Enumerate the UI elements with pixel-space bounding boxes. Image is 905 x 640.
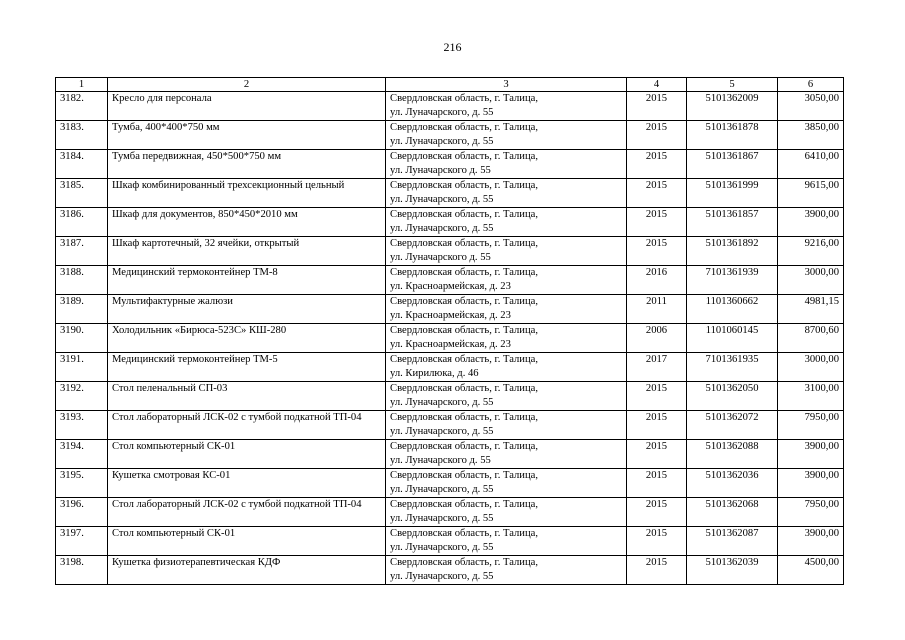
- item-address: [386, 266, 627, 295]
- column-header: 4: [627, 78, 687, 92]
- table-row: [56, 440, 844, 469]
- item-address: [386, 324, 627, 353]
- table-row: [56, 498, 844, 527]
- column-header: 1: [56, 78, 108, 92]
- address-line: Свердловская область, г. Талица,: [390, 325, 538, 336]
- address-line: Свердловская область, г. Талица,: [390, 557, 538, 568]
- item-name: Мультифактурные жалюзи: [108, 295, 386, 324]
- address-line: ул. Луначарского, д. 55: [390, 107, 494, 118]
- item-address: [386, 556, 627, 585]
- address-line: ул. Кирилюка, д. 46: [390, 368, 479, 379]
- table-row: [56, 208, 844, 237]
- address-line: ул. Луначарского, д. 55: [390, 542, 494, 553]
- row-number: 3189.: [56, 295, 108, 324]
- row-number: 3188.: [56, 266, 108, 295]
- row-number: 3197.: [56, 527, 108, 556]
- inventory-code: 7101361935: [687, 353, 778, 382]
- row-number: 3190.: [56, 324, 108, 353]
- address-line: ул. Красноармейская, д. 23: [390, 339, 511, 350]
- table-row: [56, 382, 844, 411]
- address-line: ул. Луначарского, д. 55: [390, 571, 494, 582]
- item-year: 2015: [627, 556, 687, 585]
- address-line: ул. Луначарского, д. 55: [390, 484, 494, 495]
- item-year: 2015: [627, 527, 687, 556]
- address-line: Свердловская область, г. Талица,: [390, 412, 538, 423]
- item-year: 2015: [627, 150, 687, 179]
- table-row: [56, 237, 844, 266]
- table-row: [56, 469, 844, 498]
- item-price: 7950,00: [778, 411, 844, 440]
- address-line: Свердловская область, г. Талица,: [390, 122, 538, 133]
- item-name: Шкаф картотечный, 32 ячейки, открытый: [108, 237, 386, 266]
- table-row: [56, 150, 844, 179]
- inventory-code: 5101362087: [687, 527, 778, 556]
- item-address: [386, 179, 627, 208]
- inventory-code: 7101361939: [687, 266, 778, 295]
- item-name: Тумба, 400*400*750 мм: [108, 121, 386, 150]
- inventory-code: 5101362039: [687, 556, 778, 585]
- item-price: 9615,00: [778, 179, 844, 208]
- column-header: 3: [386, 78, 627, 92]
- table-row: [56, 295, 844, 324]
- address-line: Свердловская область, г. Талица,: [390, 296, 538, 307]
- inventory-code: 5101361878: [687, 121, 778, 150]
- inventory-code: 5101362009: [687, 92, 778, 121]
- table-row: [56, 353, 844, 382]
- item-year: 2015: [627, 382, 687, 411]
- address-line: Свердловская область, г. Талица,: [390, 267, 538, 278]
- item-year: 2015: [627, 498, 687, 527]
- item-address: [386, 92, 627, 121]
- row-number: 3191.: [56, 353, 108, 382]
- item-address: [386, 295, 627, 324]
- item-price: 3000,00: [778, 266, 844, 295]
- row-number: 3183.: [56, 121, 108, 150]
- address-line: ул. Луначарского, д. 55: [390, 426, 494, 437]
- row-number: 3185.: [56, 179, 108, 208]
- row-number: 3186.: [56, 208, 108, 237]
- inventory-code: 1101060145: [687, 324, 778, 353]
- address-line: ул. Луначарского, д. 55: [390, 194, 494, 205]
- row-number: 3196.: [56, 498, 108, 527]
- row-number: 3194.: [56, 440, 108, 469]
- address-line: Свердловская область, г. Талица,: [390, 180, 538, 191]
- item-address: [386, 498, 627, 527]
- inventory-code: 5101361999: [687, 179, 778, 208]
- row-number: 3187.: [56, 237, 108, 266]
- inventory-table: [55, 77, 844, 585]
- item-price: 4981,15: [778, 295, 844, 324]
- item-price: 3900,00: [778, 469, 844, 498]
- item-address: [386, 150, 627, 179]
- inventory-code: 5101361892: [687, 237, 778, 266]
- item-address: [386, 121, 627, 150]
- item-name: Медицинский термоконтейнер ТМ-8: [108, 266, 386, 295]
- item-address: [386, 411, 627, 440]
- item-year: 2017: [627, 353, 687, 382]
- address-line: ул. Красноармейская, д. 23: [390, 310, 511, 321]
- item-name: Стол лабораторный ЛСК-02 с тумбой подкатной ТП-04: [108, 498, 386, 527]
- header-row: [56, 78, 844, 92]
- item-year: 2015: [627, 237, 687, 266]
- item-year: 2016: [627, 266, 687, 295]
- row-number: 3193.: [56, 411, 108, 440]
- item-price: 9216,00: [778, 237, 844, 266]
- item-price: 3900,00: [778, 527, 844, 556]
- item-year: 2015: [627, 208, 687, 237]
- address-line: ул. Красноармейская, д. 23: [390, 281, 511, 292]
- item-name: Стол компьютерный СК-01: [108, 440, 386, 469]
- table-row: [56, 411, 844, 440]
- item-year: 2015: [627, 440, 687, 469]
- item-name: Кушетка смотровая КС-01: [108, 469, 386, 498]
- address-line: Свердловская область, г. Талица,: [390, 499, 538, 510]
- row-number: 3184.: [56, 150, 108, 179]
- item-year: 2015: [627, 469, 687, 498]
- item-name: Стол компьютерный СК-01: [108, 527, 386, 556]
- item-name: Холодильник «Бирюса-523С» КШ-280: [108, 324, 386, 353]
- address-line: ул. Луначарского, д. 55: [390, 223, 494, 234]
- item-address: [386, 237, 627, 266]
- item-address: [386, 382, 627, 411]
- address-line: Свердловская область, г. Талица,: [390, 209, 538, 220]
- address-line: Свердловская область, г. Талица,: [390, 470, 538, 481]
- address-line: Свердловская область, г. Талица,: [390, 528, 538, 539]
- inventory-code: 1101360662: [687, 295, 778, 324]
- inventory-code: 5101362036: [687, 469, 778, 498]
- item-name: Шкаф для документов, 850*450*2010 мм: [108, 208, 386, 237]
- item-name: Шкаф комбинированный трехсекционный цельный: [108, 179, 386, 208]
- column-header: 6: [778, 78, 844, 92]
- item-address: [386, 440, 627, 469]
- item-price: 3100,00: [778, 382, 844, 411]
- table-row: [56, 527, 844, 556]
- item-price: 7950,00: [778, 498, 844, 527]
- address-line: ул. Луначарского д. 55: [390, 252, 491, 263]
- item-year: 2015: [627, 411, 687, 440]
- item-year: 2015: [627, 121, 687, 150]
- table-row: [56, 324, 844, 353]
- item-name: Стол лабораторный ЛСК-02 с тумбой подкатной ТП-04: [108, 411, 386, 440]
- item-price: 3850,00: [778, 121, 844, 150]
- item-year: 2015: [627, 92, 687, 121]
- item-price: 8700,60: [778, 324, 844, 353]
- row-number: 3195.: [56, 469, 108, 498]
- address-line: ул. Луначарского, д. 55: [390, 397, 494, 408]
- row-number: 3192.: [56, 382, 108, 411]
- row-number: 3182.: [56, 92, 108, 121]
- inventory-code: 5101362088: [687, 440, 778, 469]
- inventory-code: 5101362072: [687, 411, 778, 440]
- item-year: 2006: [627, 324, 687, 353]
- item-address: [386, 208, 627, 237]
- address-line: Свердловская область, г. Талица,: [390, 93, 538, 104]
- item-price: 3050,00: [778, 92, 844, 121]
- column-header: 2: [108, 78, 386, 92]
- row-number: 3198.: [56, 556, 108, 585]
- item-price: 4500,00: [778, 556, 844, 585]
- page-number: 216: [443, 40, 462, 54]
- item-name: Тумба передвижная, 450*500*750 мм: [108, 150, 386, 179]
- column-header: 5: [687, 78, 778, 92]
- address-line: Свердловская область, г. Талица,: [390, 354, 538, 365]
- item-address: [386, 527, 627, 556]
- inventory-code: 5101361857: [687, 208, 778, 237]
- address-line: Свердловская область, г. Талица,: [390, 383, 538, 394]
- item-address: [386, 353, 627, 382]
- table-row: [56, 556, 844, 585]
- table-row: [56, 266, 844, 295]
- address-line: Свердловская область, г. Талица,: [390, 151, 538, 162]
- item-year: 2015: [627, 179, 687, 208]
- address-line: Свердловская область, г. Талица,: [390, 441, 538, 452]
- item-price: 3900,00: [778, 208, 844, 237]
- inventory-code: 5101361867: [687, 150, 778, 179]
- item-address: [386, 469, 627, 498]
- item-name: Стол пеленальный СП-03: [108, 382, 386, 411]
- table-row: [56, 121, 844, 150]
- address-line: ул. Луначарского, д. 55: [390, 136, 494, 147]
- item-name: Кресло для персонала: [108, 92, 386, 121]
- address-line: ул. Луначарского, д. 55: [390, 513, 494, 524]
- item-year: 2011: [627, 295, 687, 324]
- item-price: 6410,00: [778, 150, 844, 179]
- address-line: Свердловская область, г. Талица,: [390, 238, 538, 249]
- address-line: ул. Луначарского д. 55: [390, 165, 491, 176]
- item-price: 3900,00: [778, 440, 844, 469]
- table-row: [56, 92, 844, 121]
- inventory-code: 5101362050: [687, 382, 778, 411]
- item-name: Кушетка физиотерапевтическая КДФ: [108, 556, 386, 585]
- address-line: ул. Луначарского д. 55: [390, 455, 491, 466]
- item-name: Медицинский термоконтейнер ТМ-5: [108, 353, 386, 382]
- inventory-code: 5101362068: [687, 498, 778, 527]
- table-row: [56, 179, 844, 208]
- item-price: 3000,00: [778, 353, 844, 382]
